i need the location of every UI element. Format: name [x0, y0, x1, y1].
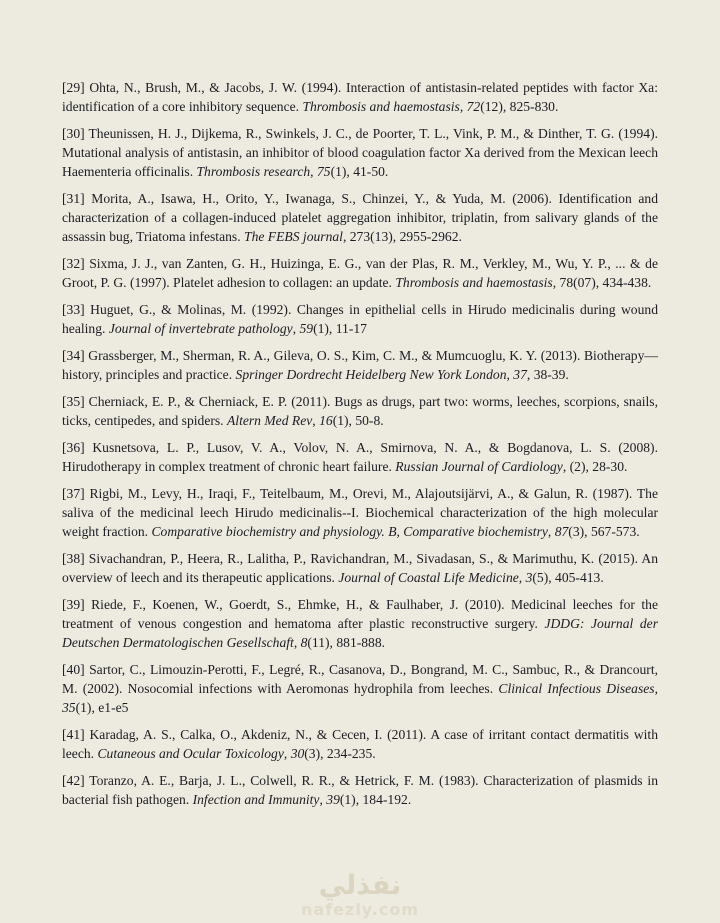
reference-text: [42] Toranzo, A. E., Barja, J. L., Colwell, R. R., & Hetrick, F. M. (1983). Characterization of plasmids in bacterial fish pathogen. — [62, 773, 658, 807]
reference-text: (11), 881-888. — [307, 635, 386, 650]
reference-text: , — [310, 164, 317, 179]
reference-text: , — [654, 681, 658, 696]
reference-text: , — [506, 367, 514, 382]
reference-italic-text: 75 — [316, 164, 331, 179]
reference-text: [31] Morita, A., Isawa, H., Orito, Y., Iwanaga, S., Chinzei, Y., & Yuda, M. (2006). Identification and characterization of a collagen-induced platelet aggregation inhibitor, triplatin, from salivary glands of the assassin bug, Triatoma infestans. — [62, 191, 658, 244]
reference-text: [35] Cherniack, E. P., & Cherniack, E. P. (2011). Bugs as drugs, part two: worms, leeches, scorpions, snails, ticks, centipedes, and spiders. — [62, 394, 658, 428]
reference-italic-text: 3 — [525, 570, 533, 585]
reference-text: [34] Grassberger, M., Sherman, R. A., Gileva, O. S., Kim, C. M., & Mumcuoglu, K. Y. (2013). Biotherapy—history, principles and practice. — [62, 348, 658, 382]
reference-italic-text: Thrombosis and haemostasis — [302, 99, 460, 114]
reference-italic-text: Journal of invertebrate pathology — [108, 321, 293, 336]
reference-italic-text: 39 — [326, 792, 340, 807]
reference-text: , 38-39. — [526, 367, 569, 382]
reference-text: (1), 184-192. — [339, 792, 412, 807]
reference-text: , — [293, 635, 301, 650]
reference-italic-text: 72 — [466, 99, 481, 114]
reference-text: , — [518, 570, 526, 585]
reference-text: [30] Theunissen, H. J., Dijkema, R., Swinkels, J. C., de Poorter, T. L., Vink, P. M., & Dinther, T. G. (1994). Mutational analysis of antistasin, an inhibitor of blood coagulation factor Xa derived from the Mexican leech Haementeria officinalis. — [62, 126, 658, 179]
reference-text: [41] Karadag, A. S., Calka, O., Akdeniz, N., & Cecen, I. (2011). A case of irritant contact dermatitis with leech. — [62, 727, 658, 761]
reference-text: [29] Ohta, N., Brush, M., & Jacobs, J. W. (1994). Interaction of antistasin-related peptides with factor Xa: identification of a core inhibitory sequence. — [62, 80, 658, 114]
reference-text: [37] Rigbi, M., Levy, H., Iraqi, F., Teitelbaum, M., Orevi, M., Alajoutsijärvi, A., & Galun, R. (1987). The saliva of the medicinal leech Hirudo medicinalis--I. Biochemical characterization of the high molecular weight fraction. — [62, 486, 658, 539]
reference-text: (1), 11-17 — [313, 321, 367, 336]
watermark-logo-arabic: نفذلي — [318, 870, 402, 901]
reference-entry — [62, 595, 658, 652]
reference-text: , 273(13), 2955-2962. — [342, 229, 462, 244]
reference-text: , — [459, 99, 467, 114]
watermark-url: nafezly.com — [301, 900, 419, 919]
reference-text: [33] Huguet, G., & Molinas, M. (1992). Changes in epithelial cells in Hirudo medicinalis during wound healing. — [62, 302, 658, 336]
reference-text: , — [283, 746, 291, 761]
reference-text: (3), 234-235. — [304, 746, 376, 761]
reference-italic-text: 8 — [300, 635, 308, 650]
reference-italic-text: 37 — [513, 367, 527, 382]
reference-italic-text: Comparative biochemistry and physiology. B, Comparative biochemistry — [151, 524, 548, 539]
reference-italic-text: Russian Journal of Cardiology — [395, 459, 563, 474]
reference-italic-text: Clinical Infectious Diseases — [498, 681, 655, 696]
reference-entry — [62, 189, 658, 246]
reference-entry — [62, 484, 658, 541]
reference-italic-text: Altern Med Rev — [226, 413, 313, 428]
reference-entry — [62, 300, 658, 338]
reference-italic-text: 30 — [290, 746, 305, 761]
reference-text: , (2), 28-30. — [562, 459, 628, 474]
reference-text: [32] Sixma, J. J., van Zanten, G. H., Huizinga, E. G., van der Plas, R. M., Verkley, M., Wu, Y. P., ... & de Groot, P. G. (1997). Platelet adhesion to collagen: an update. — [62, 256, 658, 290]
reference-text: (12), 825-830. — [480, 99, 559, 114]
reference-text: , — [547, 524, 555, 539]
reference-entry — [62, 660, 658, 717]
reference-text: (5), 405-413. — [532, 570, 604, 585]
reference-italic-text: Infection and Immunity — [192, 792, 320, 807]
reference-italic-text: 16 — [319, 413, 333, 428]
reference-text: , — [292, 321, 300, 336]
reference-text: [38] Sivachandran, P., Heera, R., Lalitha, P., Ravichandran, M., Sivadasan, S., & Marimuthu, K. (2015). An overview of leech and its therapeutic applications. — [62, 551, 658, 585]
reference-text: [40] Sartor, C., Limouzin-Perotti, F., Legré, R., Casanova, D., Bongrand, M. C., Sambuc, R., & Drancourt, M. (2002). Nosocomial infections with Aeromonas hydrophila from leeches. — [62, 662, 658, 696]
reference-italic-text: Thrombosis and haemostasis — [395, 275, 553, 290]
reference-italic-text: Thrombosis research — [196, 164, 311, 179]
reference-entry — [62, 725, 658, 763]
watermark — [0, 871, 720, 919]
reference-text: , 78(07), 434-438. — [552, 275, 652, 290]
reference-italic-text: 35 — [62, 700, 76, 715]
reference-italic-text: 87 — [554, 524, 569, 539]
reference-text: , — [312, 413, 320, 428]
reference-entry — [62, 78, 658, 116]
references-list — [62, 78, 658, 817]
reference-italic-text: The FEBS journal — [244, 229, 343, 244]
reference-italic-text: JDDG: Journal der Deutschen Dermatologischen Gesellschaft — [62, 616, 658, 650]
reference-entry — [62, 254, 658, 292]
reference-text: , — [319, 792, 327, 807]
reference-entry — [62, 438, 658, 476]
reference-text: [36] Kusnetsova, L. P., Lusov, V. A., Volov, N. A., Smirnova, N. A., & Bogdanova, L. S. (2008). Hirudotherapy in complex treatment of chronic heart failure. — [62, 440, 658, 474]
reference-text: (1), 41-50. — [330, 164, 389, 179]
reference-italic-text: 59 — [299, 321, 314, 336]
reference-italic-text: Springer Dordrecht Heidelberg New York London — [235, 367, 507, 382]
reference-entry — [62, 549, 658, 587]
reference-entry — [62, 346, 658, 384]
reference-text: [39] Riede, F., Koenen, W., Goerdt, S., Ehmke, H., & Faulhaber, J. (2010). Medicinal leeches for the treatment of venous congestion and hematoma after plastic reconstructive surgery. — [62, 597, 658, 631]
reference-entry — [62, 771, 658, 809]
reference-text: (3), 567-573. — [568, 524, 640, 539]
reference-italic-text: Journal of Coastal Life Medicine — [338, 570, 519, 585]
reference-text: (1), e1-e5 — [75, 700, 129, 715]
reference-text: (1), 50-8. — [332, 413, 384, 428]
reference-entry — [62, 392, 658, 430]
reference-entry — [62, 124, 658, 181]
reference-italic-text: Cutaneous and Ocular Toxicology — [97, 746, 284, 761]
